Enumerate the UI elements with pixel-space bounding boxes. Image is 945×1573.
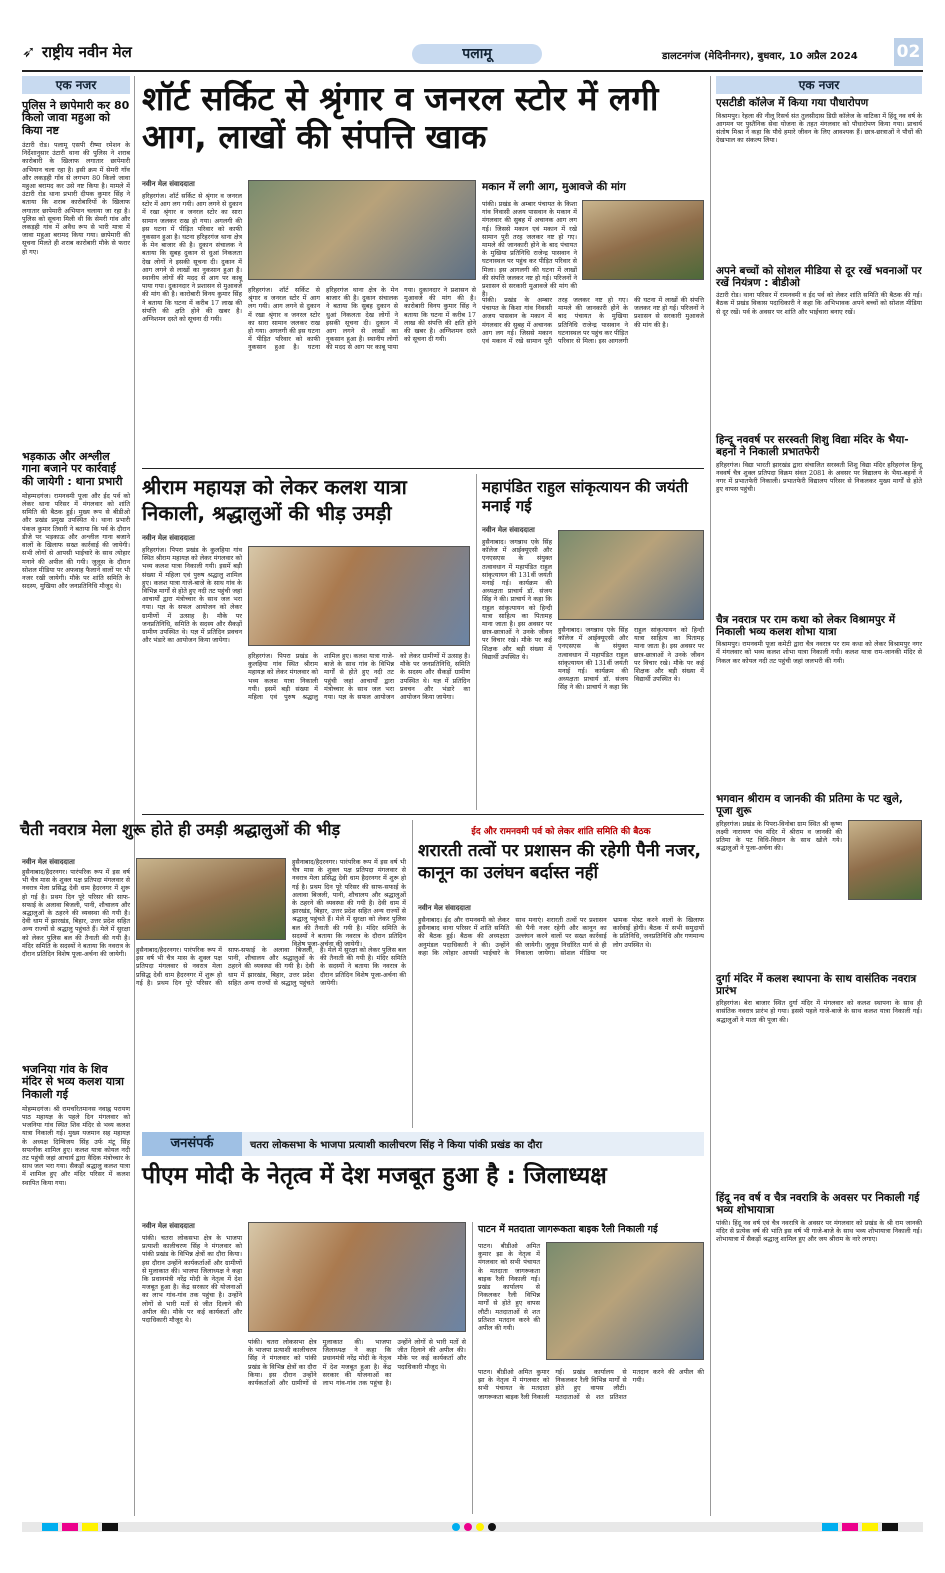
- chaiti-body-2: हुसैनाबाद/हैदरनगर। पारंपरिक रूप में इस वर्ष भी चैत्र मास के शुक्ल पक्ष प्रतिपदा मंगलवार से नवरात्र मेला प्रसिद्ध देवी धाम हैदरनगर में शुरू हो गई है। प्रथम दिन पूरे परिसर की साफ-सफाई के अलावा बिजली, पानी, शौचालय और श्रद्धालुओं के ठहरने की व्यवस्था की गयी है। देवी धाम में झारखंड, बिहार, उत्तर प्रदेश सहित अन्य राज्यों से श्रद्धालु पहुंचते हैं। मेले में सुरक्षा को लेकर पुलिस बल की तैनाती की गयी है। मंदिर समिति के सदस्यों ने बताया कि नवरात्र के दौरान प्रतिदिन विशेष पूजा-अर्चना की जायेगी।: [136, 946, 406, 987]
- right-story5-body: हरिहरगंज। प्रखंड के पिपरा-विनोबा ग्राम स्थित श्री कृष्ण लक्ष्मी नारायण पंच मंदिर में श्रीराम व जानकी की प्रतिमा के पट विधि-विधान के साथ खोले गये। श्रद्धालुओं ने पूजा-अर्चना की।: [716, 819, 842, 853]
- left-story2-body: मोहम्मदगंज। रामनवमी पूजा और ईद पर्व को लेकर थाना परिसर में मंगलवार को शांति समिति की बैठक हुई। मुख्य रूप से बीडीओ और प्रखंड प्रमुख उपस्थित थे। थाना प्रभारी पंकज कुमार तिवारी ने बताया कि पर्व के दौरान डीजे पर भड़काऊ और अश्लील गाना बजाने वालों के खिलाफ सख्त कार्रवाई की जायेगी। सभी लोगों से आपसी भाईचारे के साथ त्योहार मनाने की अपील की गयी। जुलूस के दौरान सोशल मीडिया पर अफवाह फैलाने वालों पर भी नजर रखी जायेगी। मौके पर शांति समिति के सदस्य, मुखिया और जनप्रतिनिधि मौजूद थे।: [22, 491, 130, 591]
- fire-sidebar-headline: मकान में लगी आग, मुआवजे की मांग: [482, 181, 626, 193]
- chaiti-headline: चैती नवरात्र मेला शुरू होते ही उमड़ी श्रद्धालुओं की भीड़: [20, 820, 341, 839]
- chaiti-body-3: हुसैनाबाद/हैदरनगर। पारंपरिक रूप में इस वर्ष भी चैत्र मास के शुक्ल पक्ष प्रतिपदा मंगलवार से नवरात्र मेला प्रसिद्ध देवी धाम हैदरनगर में शुरू हो गई है। प्रथम दिन पूरे परिसर की साफ-सफाई के अलावा बिजली, पानी, शौचालय और श्रद्धालुओं के ठहरने की व्यवस्था की गयी है। देवी धाम में झारखंड, बिहार, उत्तर प्रदेश सहित अन्य राज्यों से श्रद्धालु पहुंचते हैं। मेले में सुरक्षा को लेकर पुलिस बल की तैनाती की गयी है। मंदिर समिति के सदस्यों ने बताया कि नवरात्र के दौरान प्रतिदिन विशेष पूजा-अर्चना की जायेगी।: [292, 858, 406, 949]
- fire-sidebar-body-cont: पांकी। प्रखंड के अम्बार पंचायत के किशा गांव निवासी अजय पासवान के मकान में मंगलवार की सुबह में अचानक आग लग गई। जिससे मकान एवं मकान में रखे सामान पूरी तरह जलकर नष्ट हो गए। मामले की जानकारी होने के बाद पंचायत के मुखिया प्रतिनिधि राजेन्द्र पासवान ने घटनास्थल पर पहुंच कर पीड़ित परिवार से मिला। इस आगलगी की घटना में लाखों की संपत्ति जलकर नष्ट हो गई। परिजनों ने प्रशासन से सरकारी मुआवजे की मांग की है।: [482, 296, 704, 346]
- kalash-body-1: हरिहरगंज। पिपरा प्रखंड के कुलहिया गांव स्थित श्रीराम महायज्ञ को लेकर मंगलवार को भव्य कलश यात्रा निकाली गयी। इसमें बड़ी संख्या में महिला एवं पुरुष श्रद्धालु शामिल हुए। कलश यात्रा गाजे-बाजे के साथ गांव के विभिन्न मार्गों से होते हुए नदी तट पहुंची जहां आचार्यों द्वारा मंत्रोच्चार के साथ जल भरा गया। यज्ञ के सफल आयोजन को लेकर ग्रामीणों में उत्साह है। मौके पर जनप्रतिनिधि, समिति के सदस्य और सैकड़ों ग्रामीण उपस्थित थे। यज्ञ में प्रतिदिन प्रवचन और भंडारे का आयोजन किया जायेगा।: [142, 546, 242, 645]
- black-swatch-right: [882, 1523, 898, 1531]
- jansampark-kicker: चतरा लोकसभा के भाजपा प्रत्याशी कालीचरण सिंह ने किया पांकी प्रखंड का दौरा: [250, 1140, 543, 1151]
- yellow-swatch-center: [476, 1523, 484, 1531]
- peace-kicker: ईद और रामनवमी पर्व को लेकर शांति समिति की बैठक: [471, 827, 651, 837]
- peace-body: हुसैनाबाद। ईद और रामनवमी को लेकर हुसैनाबाद थाना परिसर में शांति समिति की बैठक हुई। बैठक की अध्यक्षता अनुमंडल पदाधिकारी ने की। उन्होंने कहा कि त्योहार आपसी भाईचारे के साथ मनाएं। शरारती तत्वों पर प्रशासन की पैनी नजर रहेगी और कानून का उल्लंघन करने वालों पर सख्त कार्रवाई की जायेगी। जुलूस निर्धारित मार्ग से ही निकाला जायेगा। सोशल मीडिया पर भ्रामक पोस्ट करने वालों के खिलाफ कार्रवाई होगी। बैठक में सभी समुदायों के प्रतिनिधि, जनप्रतिनिधि और गणमान्य लोग उपस्थित थे।: [418, 916, 704, 957]
- right-story2-body: उंटारी रोड। थाना परिसर में रामनवमी व ईद पर्व को लेकर शांति समिति की बैठक की गई। बैठक में प्रखंड विकास पदाधिकारी ने कहा कि अभिभावक अपने बच्चों को सोशल मीडिया से दूर रखें। पर्व के अवसर पर शांति और भाईचारा बनाए रखें।: [716, 291, 922, 316]
- right-story3-headline: हिन्दू नववर्ष पर सरस्वती शिशु विद्या मंदिर के भैया-बहनों ने निकाली प्रभातफेरी: [716, 434, 909, 458]
- jansampark-body-2: पांकी। चतरा लोकसभा क्षेत्र के भाजपा प्रत्याशी कालीचरण सिंह ने मंगलवार को पांकी प्रखंड के विभिन्न क्षेत्रों का दौरा किया। इस दौरान उन्होंने कार्यकर्ताओं और ग्रामीणों से मुलाकात की। भाजपा जिलाध्यक्ष ने कहा कि प्रधानमंत्री नरेंद्र मोदी के नेतृत्व में देश मजबूत हुआ है। केंद्र सरकार की योजनाओं का लाभ गांव-गांव तक पहुंचा है। उन्होंने लोगों से भारी मतों से जीत दिलाने की अपील की। मौके पर कई कार्यकर्ता और पदाधिकारी मौजूद थे।: [248, 1338, 466, 1388]
- right-story1-body: विश्रामपुर। रेहला की नीलू रिसर्च संत तुलसीदास डिग्री कॉलेज के वाटिका में हिंदू नव वर्ष के आगमन पर पुस्तैनिक सेवा योजना के तहत मंगलवार को पौधारोपण किया गया। प्राचार्य संतोष मिश्रा ने कहा कि पौधे हमारे जीवन के लिए आवश्यक हैं। छात्र-छात्राओं ने पौधों की देखभाल का संकल्प लिया।: [716, 111, 922, 145]
- magenta-swatch: [62, 1523, 78, 1531]
- kalash-photo: [248, 546, 470, 646]
- peace-byline: नवीन मेल संवाददाता: [418, 904, 471, 912]
- left-story2-headline: भड़काऊ और अश्लील गाना बजाने पर कार्रवाई की जायेगी : थाना प्रभारी: [22, 449, 123, 488]
- right-story6-headline: दुर्गा मंदिर में कलश स्थापना के साथ वासंतिक नवरात्र प्रारंभ: [716, 972, 917, 997]
- color-registration-bar: [22, 1522, 923, 1532]
- cyan-swatch-right: [822, 1523, 838, 1531]
- lead-body-2: हरिहरगंज। शॉर्ट सर्किट से श्रृंगार व जनरल स्टोर में आग लग गयी। आग लगने से दुकान में रखा श्रृंगार व जनरल स्टोर का सारा सामान जलकर राख हो गया। अगलगी की इस घटना में पीड़ित परिवार को काफी नुकसान हुआ है। घटना हरिहरगंज थाना क्षेत्र के मेन बाजार की है। दुकान संचालक ने बताया कि सुबह दुकान से धुआं निकलता देख लोगों ने इसकी सूचना दी। दुकान में आग लगने से लाखों का नुकसान हुआ है। स्थानीय लोगों की मदद से आग पर काबू पाया गया। दुकानदार ने प्रशासन से मुआवजे की मांग की है। कारोबारी विनय कुमार सिंह ने बताया कि घटना में करीब 17 लाख की संपत्ति की क्षति होने की खबर है। अग्निशमन दस्ते को सूचना दी गयी।: [248, 286, 476, 352]
- logo-bird-icon: ➶: [22, 42, 36, 61]
- idol-photo: [848, 820, 922, 900]
- lead-bottom-rule: [142, 468, 704, 469]
- right-divider: [710, 76, 711, 1516]
- fire-photo: [248, 180, 476, 280]
- chaiti-body-1: हुसैनाबाद/हैदरनगर। पारंपरिक रूप में इस वर्ष भी चैत्र मास के शुक्ल पक्ष प्रतिपदा मंगलवार से नवरात्र मेला प्रसिद्ध देवी धाम हैदरनगर में शुरू हो गई है। प्रथम दिन पूरे परिसर की साफ-सफाई के अलावा बिजली, पानी, शौचालय और श्रद्धालुओं के ठहरने की व्यवस्था की गयी है। देवी धाम में झारखंड, बिहार, उत्तर प्रदेश सहित अन्य राज्यों से श्रद्धालु पहुंचते हैं। मेले में सुरक्षा को लेकर पुलिस बल की तैनाती की गयी है। मंदिर समिति के सदस्यों ने बताया कि नवरात्र के दौरान प्रतिदिन विशेष पूजा-अर्चना की जायेगी।: [22, 868, 130, 959]
- paper-name: राष्ट्रीय नवीन मेल: [42, 43, 132, 61]
- right-story6-body: हरिहरगंज। बेरा बाजार स्थित दुर्गा मंदिर में मंगलवार को कलश स्थापना के साथ ही वासंतिक नवरात्र प्रारंभ हो गया। इससे पहले गाजे-बाजे के साथ कलश यात्रा निकाली गई। श्रद्धालुओं ने माता की पूजा की।: [716, 999, 922, 1024]
- left-story3-headline: भजनिया गांव के शिव मंदिर से भव्य कलश यात्रा निकाली गई: [22, 1062, 124, 1101]
- lead-byline: नवीन मेल संवाददाता: [142, 180, 195, 188]
- yellow-swatch: [82, 1523, 98, 1531]
- chaiti-divider: [412, 820, 413, 1128]
- rahul-body-1: हुसैनाबाद। जगन्नाथ एके सिंह कॉलेज में आईक्यूएसी और एनएसएस के संयुक्त तत्वावधान में महापंडित राहुल सांकृत्यायन की 131वीं जयंती मनाई गई। कार्यक्रम की अध्यक्षता प्राचार्य डॉ. संजय सिंह ने की। प्राचार्य ने कहा कि राहुल सांकृत्यायन को हिन्दी यात्रा साहित्य का पितामह माना जाता है। इस अवसर पर छात्र-छात्राओं ने उनके जीवन पर विचार रखे। मौके पर कई शिक्षक और बड़ी संख्या में विद्यार्थी उपस्थित थे।: [482, 538, 552, 661]
- yellow-swatch-right: [862, 1523, 878, 1531]
- left-story1-headline: पुलिस ने छापेमारी कर 80 किलो जावा महुआ को किया नष्ट: [22, 99, 130, 137]
- magenta-swatch-center: [464, 1523, 472, 1531]
- cyan-swatch-center: [452, 1523, 460, 1531]
- chaiti-byline: नवीन मेल संवाददाता: [22, 858, 75, 866]
- right-story5-headline: भगवान श्रीराम व जानकी की प्रतिमा के पट खुले, पूजा शुरू: [716, 793, 903, 817]
- right-story1-headline: एसटीडी कॉलेज में किया गया पौधारोपण: [716, 97, 869, 109]
- jansampark-label: जनसंपर्क: [142, 1132, 242, 1156]
- masthead-rule: [22, 70, 923, 72]
- chaiti-photo: [136, 858, 286, 940]
- left-column: [22, 76, 130, 1516]
- right-story4-body: विश्रामपुर। रामनवमी पूजा कमेटी द्वारा चैत्र नवरात्र पर राम कथा को लेकर विश्रामपुर नगर में मंगलवार को भव्य कलश शोभा यात्रा निकाली गयी। कलश यात्रा राम-जानकी मंदिर से निकल कर कोयल नदी तट पहुंची जहां जलभरी की गयी।: [716, 640, 922, 665]
- peace-headline: शरारती तत्वों पर प्रशासन की रहेगी पैनी नजर, कानून का उलंघन बर्दास्त नहीं: [418, 841, 701, 883]
- house-fire-photo: [582, 200, 704, 280]
- rally-headline: पाटन में मतदाता जागरूकता बाइक रैली निकाली गई: [478, 1224, 658, 1235]
- rahul-body-2: हुसैनाबाद। जगन्नाथ एके सिंह कॉलेज में आईक्यूएसी और एनएसएस के संयुक्त तत्वावधान में महापंडित राहुल सांकृत्यायन की 131वीं जयंती मनाई गई। कार्यक्रम की अध्यक्षता प्राचार्य डॉ. संजय सिंह ने की। प्राचार्य ने कहा कि राहुल सांकृत्यायन को हिन्दी यात्रा साहित्य का पितामह माना जाता है। इस अवसर पर छात्र-छात्राओं ने उनके जीवन पर विचार रखे। मौके पर कई शिक्षक और बड़ी संख्या में विद्यार्थी उपस्थित थे।: [558, 626, 704, 692]
- candidate-photo: [248, 1222, 466, 1332]
- black-swatch-center: [488, 1523, 496, 1531]
- rally-body-cont: पाटन। बीडीओ अमित कुमार झा के नेतृत्व में मंगलवार को सभी पंचायत के मतदाता जागरूकता बाइक रैली निकाली गई। प्रखंड कार्यालय से निकलकर रैली विभिन्न मार्गों से होते हुए वापस लौटी। मतदाताओं से शत प्रतिशत मतदान करने की अपील की गयी।: [478, 1368, 704, 1401]
- kalash-body-2: हरिहरगंज। पिपरा प्रखंड के कुलहिया गांव स्थित श्रीराम महायज्ञ को लेकर मंगलवार को भव्य कलश यात्रा निकाली गयी। इसमें बड़ी संख्या में महिला एवं पुरुष श्रद्धालु शामिल हुए। कलश यात्रा गाजे-बाजे के साथ गांव के विभिन्न मार्गों से होते हुए नदी तट पहुंची जहां आचार्यों द्वारा मंत्रोच्चार के साथ जल भरा गया। यज्ञ के सफल आयोजन को लेकर ग्रामीणों में उत्साह है। मौके पर जनप्रतिनिधि, समिति के सदस्य और सैकड़ों ग्रामीण उपस्थित थे। यज्ञ में प्रतिदिन प्रवचन और भंडारे का आयोजन किया जायेगा।: [248, 652, 470, 702]
- jansampark-body-1: पांकी। चतरा लोकसभा क्षेत्र के भाजपा प्रत्याशी कालीचरण सिंह ने मंगलवार को पांकी प्रखंड के विभिन्न क्षेत्रों का दौरा किया। इस दौरान उन्होंने कार्यकर्ताओं और ग्रामीणों से मुलाकात की। भाजपा जिलाध्यक्ष ने कहा कि प्रधानमंत्री नरेंद्र मोदी के नेतृत्व में देश मजबूत हुआ है। केंद्र सरकार की योजनाओं का लाभ गांव-गांव तक पहुंचा है। उन्होंने लोगों से भारी मतों से जीत दिलाने की अपील की। मौके पर कई कार्यकर्ता और पदाधिकारी मौजूद थे।: [142, 1234, 242, 1325]
- left-story3-body: मोहम्मदगंज। श्री रामचरितमानस नवाह्न परायण पाठ महायज्ञ के पहले दिन मंगलवार को भजनिया गांव स्थित शिव मंदिर से भव्य कलश यात्रा निकाली गई। मुख्य यजमान सह महायज्ञ के अध्यक्ष दिग्विजय सिंह उर्फ मंटू सिंह सपत्नीक शामिल हुए। कलश यात्रा कोयल नदी तट पहुंची जहां आचार्य द्वारा वैदिक मंत्रोच्चार के साथ जल भरा गया। सैकड़ों श्रद्धालु कलश यात्रा में शामिल हुए और मंदिर परिसर में कलश स्थापित किया गया।: [22, 1104, 130, 1187]
- cyan-swatch: [42, 1523, 58, 1531]
- kalash-headline: श्रीराम महायज्ञ को लेकर कलश यात्रा निकाली, श्रद्धालुओं की भीड़ उमड़ी: [142, 475, 407, 525]
- kalash-divider: [476, 474, 477, 810]
- fire-sidebar: [482, 180, 704, 462]
- rahul-photo: [558, 530, 704, 620]
- fire-sidebar-body: पांकी। प्रखंड के अम्बार पंचायत के किशा गांव निवासी अजय पासवान के मकान में मंगलवार की सुबह में अचानक आग लग गई। जिससे मकान एवं मकान में रखे सामान पूरी तरह जलकर नष्ट हो गए। मामले की जानकारी होने के बाद पंचायत के मुखिया प्रतिनिधि राजेन्द्र पासवान ने घटनास्थल पर पहुंच कर पीड़ित परिवार से मिला। इस आगलगी की घटना में लाखों की संपत्ति जलकर नष्ट हो गई। परिजनों ने प्रशासन से सरकारी मुआवजे की मांग की है।: [482, 200, 577, 299]
- lead-body-1: हरिहरगंज। शॉर्ट सर्किट से श्रृंगार व जनरल स्टोर में आग लग गयी। आग लगने से दुकान में रखा श्रृंगार व जनरल स्टोर का सारा सामान जलकर राख हो गया। अगलगी की इस घटना में पीड़ित परिवार को काफी नुकसान हुआ है। घटना हरिहरगंज थाना क्षेत्र के मेन बाजार की है। दुकान संचालक ने बताया कि सुबह दुकान से धुआं निकलता देख लोगों ने इसकी सूचना दी। दुकान में आग लगने से लाखों का नुकसान हुआ है। स्थानीय लोगों की मदद से आग पर काबू पाया गया। दुकानदार ने प्रशासन से मुआवजे की मांग की है। कारोबारी विनय कुमार सिंह ने बताया कि घटना में करीब 17 लाख की संपत्ति की क्षति होने की खबर है। अग्निशमन दस्ते को सूचना दी गयी।: [142, 192, 242, 324]
- right-story3-body: हरिहरगंज। विद्या भारती झारखंड द्वारा संचालित सरस्वती शिशु विद्या मंदिर हरिहरगंज हिन्दू नववर्ष चैत्र शुक्ल प्रतिपदा विक्रम संवत 2081 के अवसर पर विद्यालय के भैया-बहनों ने नगर में प्रभातफेरी निकाली। प्रभातफेरी विद्यालय परिसर से निकलकर मुख्य मार्गों से होते हुए वापस पहुंची।: [716, 460, 922, 494]
- magenta-swatch-right: [842, 1523, 858, 1531]
- masthead: [22, 38, 923, 68]
- right-story2-headline: अपने बच्चों को सोशल मीडिया से दूर रखें भवनाओं पर रखें नियंत्रण : बीडीओ: [716, 264, 922, 289]
- rahul-headline: महापंडित राहुल सांकृत्यायन की जयंती मनाई गई: [482, 478, 689, 515]
- jansampark-headline: पीएम मोदी के नेतृत्व में देश मजबूत हुआ है : जिलाध्यक्ष: [142, 1163, 607, 1189]
- rally-sidebar: [478, 1222, 704, 1514]
- right-story4-headline: चैत्र नवरात्र पर राम कथा को लेकर विश्रामपुर में निकाली भव्य कलश शोभा यात्रा: [716, 613, 896, 638]
- right-story7-body: पांकी। हिंदू नव वर्ष एवं चैत्र नवरात्रि के अवसर पर मंगलवार को प्रखंड के श्री राम जानकी मंदिर से प्रत्येक वर्ष की भांति इस वर्ष भी गाजे-बाजे के साथ भव्य शोभायात्रा निकाली गई। शोभायात्रा में सैकड़ों श्रद्धालु शामिल हुए और जय श्रीराम के नारे लगाए।: [716, 1218, 922, 1244]
- right-story7-headline: हिंदू नव वर्ष व चैत्र नवरात्रि के अवसर पर निकाली गई भव्य शोभायात्रा: [716, 1192, 920, 1216]
- lead-headline: शॉर्ट सर्किट से श्रृंगार व जनरल स्टोर में लगी आग, लाखों की संपत्ति खाक: [142, 79, 659, 156]
- jansampark-divider: [472, 1222, 473, 1514]
- rally-body: पाटन। बीडीओ अमित कुमार झा के नेतृत्व में मंगलवार को सभी पंचायत के मतदाता जागरूकता बाइक रैली निकाली गई। प्रखंड कार्यालय से निकलकर रैली विभिन्न मार्गों से होते हुए वापस लौटी। मतदाताओं से शत प्रतिशत मतदान करने की अपील की गयी।: [478, 1242, 540, 1333]
- kalash-byline: नवीन मेल संवाददाता: [142, 534, 195, 542]
- left-story1-body: उंटारी रोड। पलामू एसपी रीष्मा रमेशन के निर्देशानुसार उंटारी थाना की पुलिस ने शराब कारोबारी के खिलाफ लगातार छापेमारी अभियान चला रहा है। इसी क्रम में सेमरी गाँव और लकड़ही गाँव से लगभग 80 किलो जावा महुआ बरामद कर उसे नष्ट किया है। मामले में उंटारी रोड थाना प्रभारी दीपक कुमार सिंह ने बताया कि शराब कारोबारियों के खिलाफ लगातार छापेमारी अभियान चलाया जा रहा है। पुलिस को सूचना मिली थी कि सेमरी गांव और लकड़ही गांव में अवैध रूप से भारी मात्रा में जावा महुआ बरामद किया गया। छापेमारी की सूचना मिलते ही शराब कारोबारी मौके से फरार हो गए।: [22, 140, 130, 256]
- jansampark-byline: नवीन मेल संवाददाता: [142, 1222, 195, 1230]
- right-column-label: एक नजर: [716, 76, 922, 94]
- right-column: [716, 76, 922, 1516]
- left-column-label: एक नजर: [22, 76, 130, 94]
- section-label: पलामू: [412, 44, 542, 64]
- page-number: 02: [894, 38, 923, 66]
- rally-photo: [546, 1242, 704, 1360]
- black-swatch: [102, 1523, 118, 1531]
- dateline: डालटनगंज (मेदिनीनगर), बुधवार, 10 अप्रैल 2024: [662, 51, 858, 62]
- rahul-byline: नवीन मेल संवाददाता: [482, 526, 535, 534]
- mid-rule: [142, 814, 704, 815]
- jansampark-banner: [142, 1132, 704, 1156]
- left-divider: [134, 76, 135, 1516]
